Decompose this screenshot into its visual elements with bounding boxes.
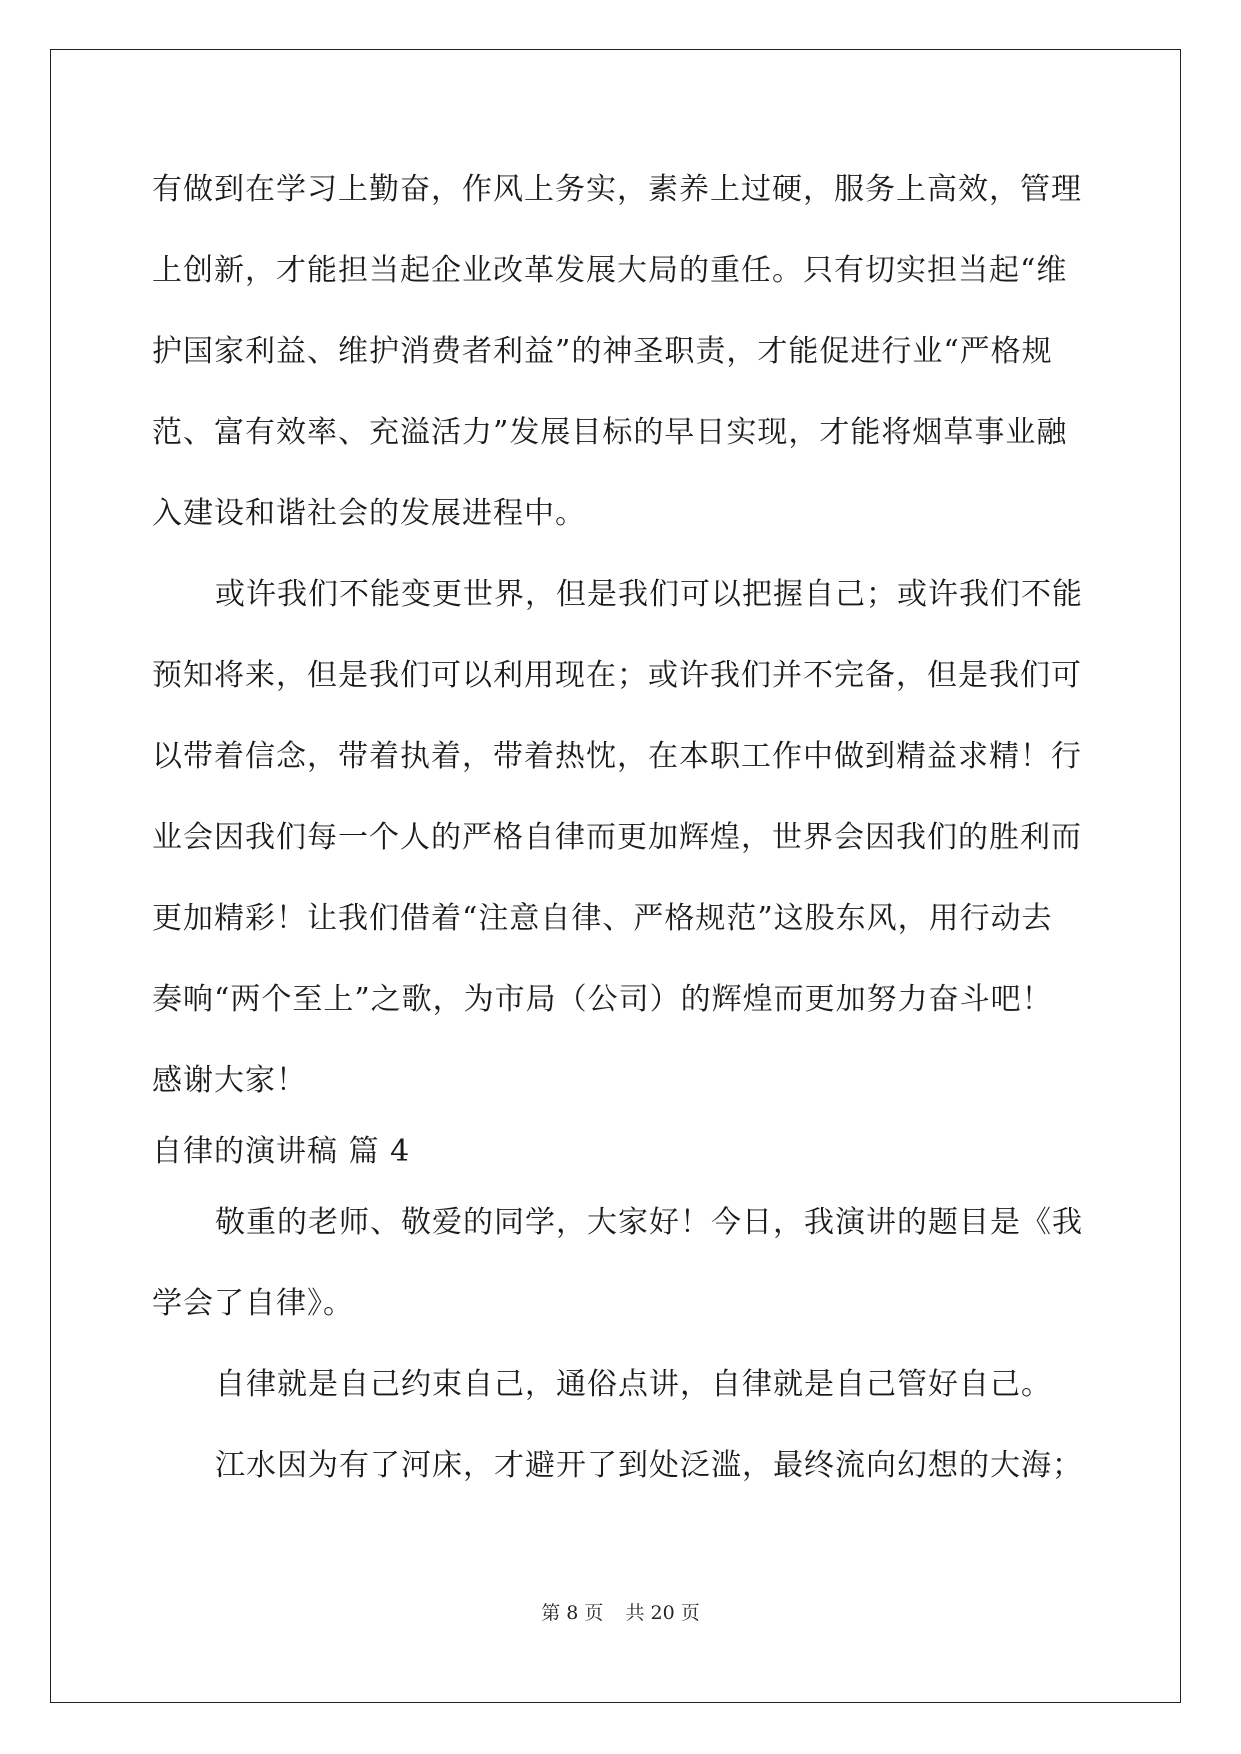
paragraph-2 — [152, 565, 1088, 1122]
text-line: 更加精彩！让我们借着“注意自律、严格规范”这股东风，用行动去 — [152, 901, 1053, 936]
text-line: 有做到在学习上勤奋，作风上务实，素养上过硬，服务上高效，管理 — [152, 172, 1082, 207]
text-line: 上创新，才能担当起企业改革发展大局的重任。只有切实担当起“维 — [152, 253, 1068, 288]
paragraph-4 — [152, 1355, 1088, 1436]
page-total: 共 20 页 — [625, 1602, 700, 1624]
text-line: 或许我们不能变更世界，但是我们可以把握自己；或许我们不能 — [215, 577, 1083, 612]
text-line: 感谢大家！ — [152, 1063, 307, 1098]
text-line: 敬重的老师、敬爱的同学，大家好！今日，我演讲的题目是《我 — [215, 1205, 1083, 1240]
text-line: 预知将来，但是我们可以利用现在；或许我们并不完备，但是我们可 — [152, 658, 1082, 693]
paragraph-5 — [152, 1436, 1088, 1517]
paragraph-3 — [152, 1193, 1088, 1355]
text-line: 范、富有效率、充溢活力”发展目标的早日实现，才能将烟草事业融 — [152, 415, 1068, 450]
text-line: 学会了自律》。 — [152, 1286, 354, 1321]
section-heading: 自律的演讲稿 篇 4 — [152, 1134, 411, 1169]
text-line: 奏响“两个至上”之歌，为市局（公司）的辉煌而更加努力奋斗吧！ — [152, 982, 1053, 1017]
text-line: 入建设和谐社会的发展进程中。 — [152, 496, 586, 531]
page-number: 第 8 页 — [541, 1602, 604, 1624]
document-body — [152, 160, 1088, 1517]
text-line: 自律就是自己约束自己，通俗点讲，自律就是自己管好自己。 — [215, 1367, 1052, 1402]
text-line: 业会因我们每一个人的严格自律而更加辉煌，世界会因我们的胜利而 — [152, 820, 1082, 855]
text-line: 以带着信念，带着执着，带着热忱，在本职工作中做到精益求精！行 — [152, 739, 1082, 774]
text-line: 护国家利益、维护消费者利益”的神圣职责，才能促进行业“严格规 — [152, 334, 1053, 369]
page-footer — [0, 1598, 1241, 1625]
text-line: 江水因为有了河床，才避开了到处泛滥，最终流向幻想的大海； — [215, 1448, 1083, 1483]
paragraph-1 — [152, 160, 1088, 565]
